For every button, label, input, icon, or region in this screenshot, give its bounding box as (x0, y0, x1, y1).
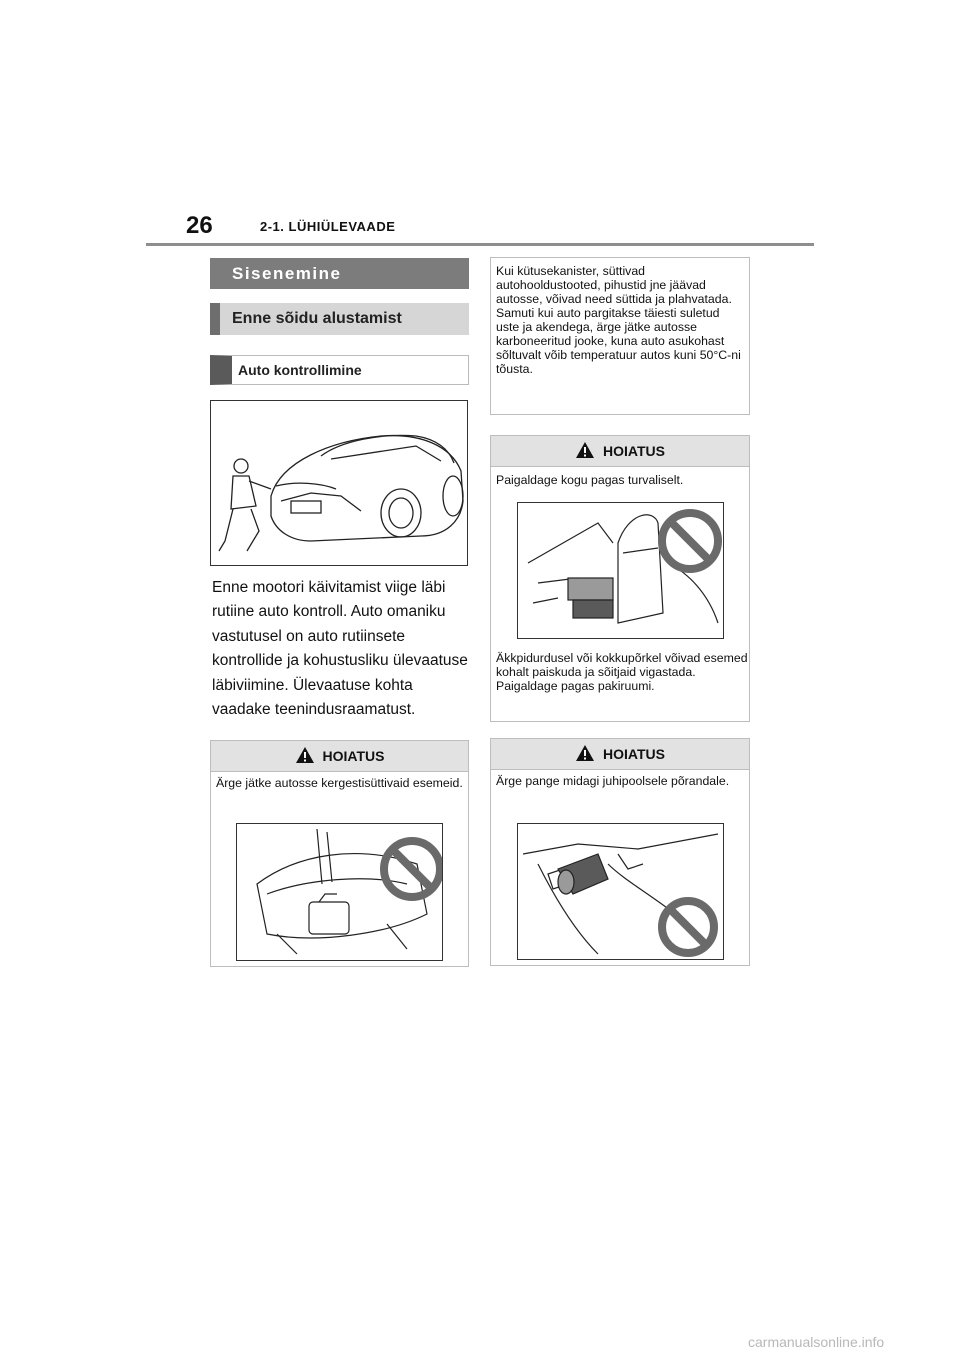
body-text: Enne mootori käivitamist viige läbi rutiine auto kontroll. Auto omaniku vastutusel on auto rutiinsete kontrollide ja kohustusliku ülevaatuse läbiviimine. Ülevaatuse kohta vaadake teenindusraamatust. (212, 579, 468, 719)
warning-text-3: Ärge pange midagi juhipoolsele põrandale. (496, 774, 730, 788)
note-text: Kui kütusekanister, süttivad autohooldustooted, pihustid jne jäävad autosse, võivad need süttida ja plahvatada. Samuti kui auto pargitakse täiesti suletud uste ja akendega, ärge jätke autosse karboneeritud jooke, kuna auto asukohast sõltuvalt võib temperatuur autos kuni 50°C-ni tõusta. (496, 264, 741, 376)
heading-enne-soidu: Enne sõidu alustamist (210, 303, 469, 335)
heading-sisenemine: Sisenemine (210, 258, 469, 289)
warning-text-2-top: Paigaldage kogu pagas turvaliselt. (496, 473, 684, 487)
car-inspection-illustration (210, 400, 468, 566)
warning-title-3 (491, 739, 749, 770)
note-box (490, 257, 750, 415)
fuel-can-trunk-illustration (236, 823, 443, 961)
warning-triangle-icon (575, 441, 595, 462)
warning-text-2-bottom: Äkkpidurdusel või kokkupõrkel võivad esemed kohalt paiskuda ja sõitjaid vigastada. Paigaldage pagas pakiruumi. (496, 651, 748, 693)
warning-title-text-1: HOIATUS (322, 748, 385, 764)
warning-title-text-2: HOIATUS (603, 443, 665, 459)
warning-box-3 (490, 738, 750, 966)
header-rule (146, 243, 814, 246)
warning-triangle-icon (295, 746, 315, 767)
heading-auto-kontrollimine: Auto kontrollimine (210, 355, 469, 385)
driver-floor-illustration (517, 823, 724, 960)
warning-title-text-3: HOIATUS (603, 746, 665, 762)
warning-title-2 (491, 436, 749, 467)
warning-triangle-icon (575, 744, 595, 765)
section-header: 2-1. LÜHIÜLEVAADE (260, 219, 396, 234)
warning-box-2 (490, 435, 750, 722)
watermark: carmanualsonline.info (748, 1334, 885, 1350)
warning-box-1 (210, 740, 469, 967)
warning-text-1: Ärge jätke autosse kergestisüttivaid esemeid. (216, 776, 463, 790)
luggage-seat-illustration (517, 502, 724, 639)
page-number: 26 (186, 212, 213, 239)
warning-title-1 (211, 741, 468, 772)
